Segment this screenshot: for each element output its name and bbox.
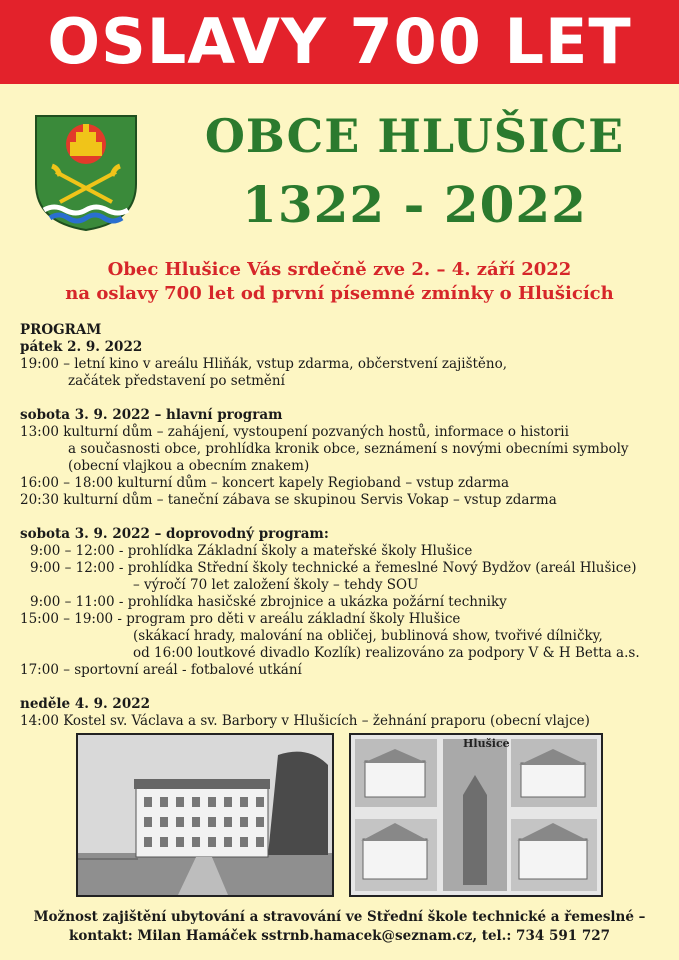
program-section: [20, 322, 670, 730]
postcard-label: Hlušice: [463, 737, 510, 750]
years-title: 1322 - 2022: [242, 175, 587, 234]
program-line: 13:00 kulturní dům – zahájení, vystoupení pozvaných hostů, informace o historii: [20, 424, 569, 440]
program-line: – výročí 70 let založení školy – tehdy SOU: [133, 577, 419, 593]
program-line: 9:00 – 11:00 - prohlídka hasičské zbrojnice a ukázka požární techniky: [30, 594, 507, 610]
invitation-line: Obec Hlušice Vás srdečně zve 2. – 4. září 2022: [107, 259, 572, 280]
invitation-line: na oslavy 700 let od první písemné zmínky o Hlušicích: [65, 283, 614, 304]
footer-contact: [0, 908, 679, 946]
top-banner: [0, 0, 679, 84]
footer-line: kontakt: Milan Hamáček sstrnb.hamacek@seznam.cz, tel.: 734 591 727: [68, 928, 610, 944]
program-line: 9:00 – 12:00 - prohlídka Základní školy a mateřské školy Hlušice: [30, 543, 473, 559]
program-line: 14:00 Kostel sv. Václava a sv. Barbory v Hlušicích – žehnání praporu (obecní vlajce): [20, 713, 590, 729]
school-photo-image: [78, 735, 332, 895]
postcard-image: [351, 735, 601, 895]
program-line: 17:00 – sportovní areál - fotbalové utkání: [20, 662, 302, 678]
program-line: 16:00 – 18:00 kulturní dům – koncert kapely Regioband – vstup zdarma: [20, 475, 510, 491]
program-line: od 16:00 loutkové divadlo Kozlík) realizováno za podpory V & H Betta a.s.: [133, 645, 640, 661]
day-title-saturday-side: sobota 3. 9. 2022 – doprovodný program:: [20, 526, 329, 542]
footer-line: Možnost zajištění ubytování a stravování ve Střední škole technické a řemeslné –: [33, 909, 646, 925]
day-title-friday: pátek 2. 9. 2022: [20, 339, 143, 355]
program-heading: PROGRAM: [20, 322, 102, 338]
day-title-saturday-main: sobota 3. 9. 2022 – hlavní program: [20, 407, 283, 423]
village-title: OBCE HLUŠICE: [204, 109, 625, 163]
program-line: 19:00 – letní kino v areálu Hliňák, vstup zdarma, občerstvení zajištěno,: [20, 356, 508, 372]
school-photo: [76, 733, 334, 897]
program-line: 9:00 – 12:00 - prohlídka Střední školy technické a řemeslné Nový Bydžov (areál Hlušice): [30, 560, 637, 576]
program-line: 15:00 – 19:00 - program pro děti v areálu základní školy Hlušice: [20, 611, 461, 627]
invitation-text: [0, 258, 679, 306]
program-line: (skákací hrady, malování na obličej, bublinová show, tvořivé dílničky,: [133, 628, 603, 644]
day-title-sunday: neděle 4. 9. 2022: [20, 696, 151, 712]
banner-title: OSLAVY 700 LET: [47, 5, 632, 78]
program-line: 20:30 kulturní dům – taneční zábava se skupinou Servis Vokap – vstup zdarma: [20, 492, 557, 508]
program-line: začátek představení po setmění: [68, 373, 285, 389]
program-line: a současnosti obce, prohlídka kronik obce, seznámení s novými obecními symboly: [68, 441, 629, 457]
program-line: (obecní vlajkou a obecním znakem): [68, 458, 310, 474]
coat-of-arms-icon: [34, 114, 138, 232]
postcard-photo: [349, 733, 603, 897]
